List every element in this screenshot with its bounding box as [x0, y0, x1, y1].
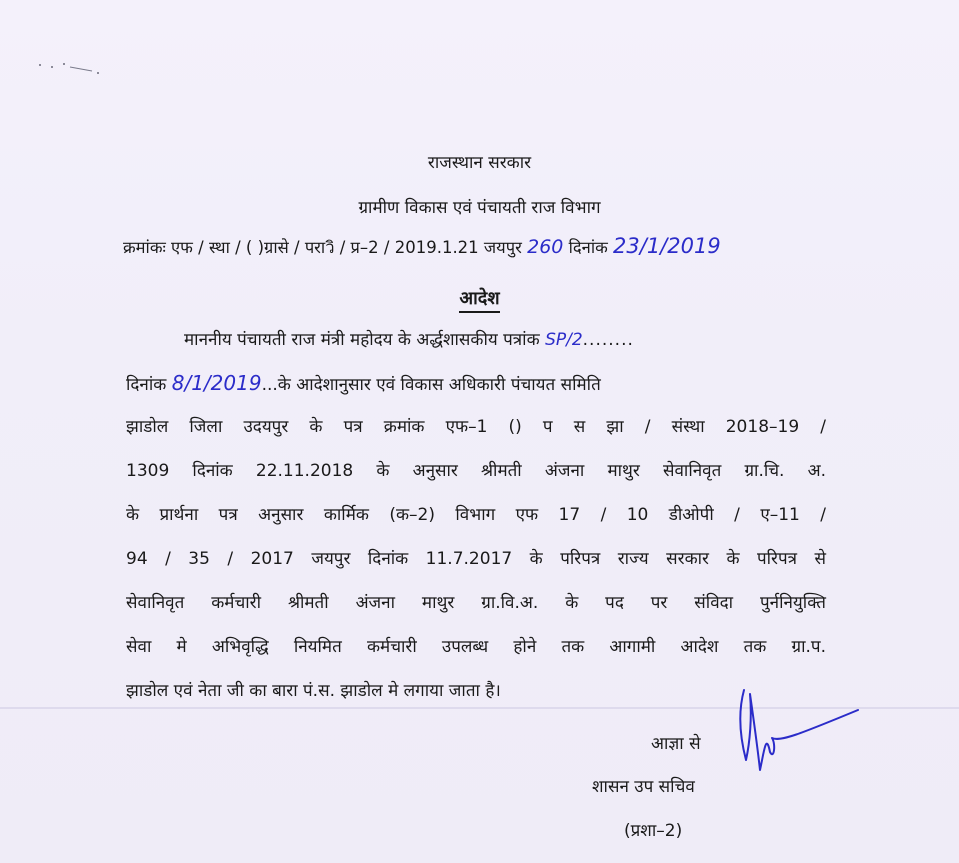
order-title — [0, 286, 959, 310]
reference-prefix: क्रमांकः एफ / स्था / ( )ग्रासे / पराวิ / प्र–2 / 2019.1.21 जयपुर — [123, 238, 522, 257]
body-line-9: झाडोल एवं नेता जी का बारा पं.स. झाडोल मे लगाया जाता है। — [126, 681, 501, 701]
by-order-text: आज्ञा से — [651, 734, 701, 754]
designation-text: शासन उप सचिव — [592, 777, 695, 797]
paper-smudge — [30, 55, 120, 85]
handwritten-dispatch-number: 260 — [527, 236, 564, 258]
handwritten-dispatch-date: 23/1/2019 — [613, 234, 721, 258]
handwritten-signature — [730, 682, 870, 782]
government-heading: राजस्थान सरकार — [427, 153, 532, 173]
body-line-2-label: दिनांक — [126, 375, 167, 395]
body-line-2-text: ...के आदेशानुसार एवं विकास अधिकारी पंचायत समिति — [261, 375, 601, 395]
reference-date-label: दिनांक — [568, 238, 608, 257]
body-line-1-dots: ........ — [582, 330, 634, 350]
body-line-1 — [184, 327, 834, 350]
section-text: (प्रशा–2) — [624, 821, 683, 841]
body-line-6: 94 / 35 / 2017 जयपुर दिनांक 11.7.2017 के परिपत्र राज्य सरकार के परिपत्र से — [126, 549, 826, 569]
handwritten-letter-number: SP/2 — [545, 330, 583, 350]
body-line-8: सेवा मे अभिवृद्धि नियमित कर्मचारी उपलब्ध होने तक आगामी आदेश तक ग्रा.प. — [126, 637, 826, 657]
body-line-4: 1309 दिनांक 22.11.2018 के अनुसार श्रीमती अंजना माथुर सेवानिवृत ग्रा.चि. अ. — [126, 461, 826, 481]
handwritten-letter-date: 8/1/2019 — [171, 371, 262, 395]
body-line-7: सेवानिवृत कर्मचारी श्रीमती अंजना माथुर ग्रा.वि.अ. के पद पर संविदा पुर्ननियुक्ति — [126, 593, 826, 613]
department-heading: ग्रामीण विकास एवं पंचायती राज विभाग — [358, 198, 601, 218]
order-title-text: आदेश — [459, 288, 499, 313]
body-line-1-text: माननीय पंचायती राज मंत्री महोदय के अर्द्धशासकीय पत्रांक — [184, 330, 540, 350]
reference-line — [123, 234, 903, 261]
body-line-5: के प्रार्थना पत्र अनुसार कार्मिक (क–2) विभाग एफ 17 / 10 डीओपी / ए–11 / — [126, 505, 826, 525]
body-line-2 — [126, 371, 826, 395]
body-line-3: झाडोल जिला उदयपुर के पत्र क्रमांक एफ–1 () प स झा / संस्था 2018–19 / — [126, 417, 826, 437]
